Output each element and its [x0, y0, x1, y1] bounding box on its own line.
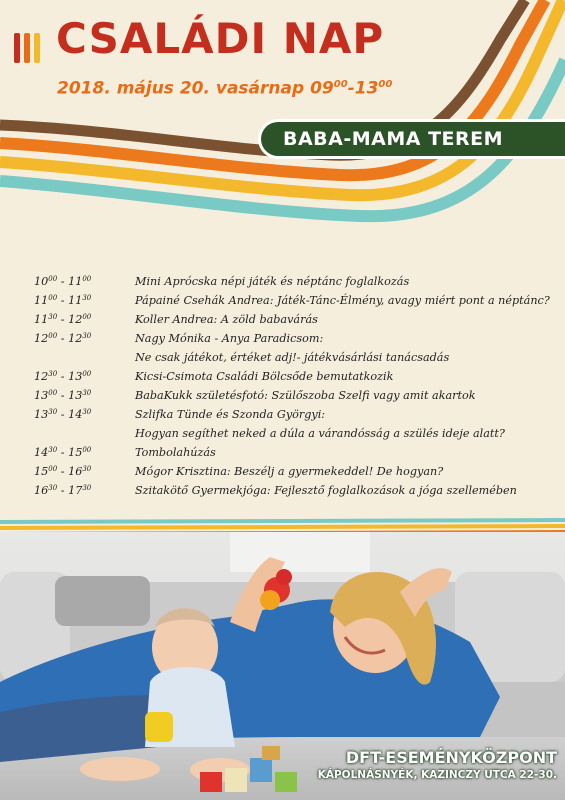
schedule-event: Koller Andrea: A zöld babavárás: [135, 313, 318, 326]
schedule-event: Kicsi-Csimota Családi Bölcsőde bemutatkozik: [135, 370, 394, 383]
schedule-time: [34, 310, 134, 329]
time-start-minutes: 00: [48, 389, 58, 397]
time-start-hour: 14: [34, 446, 49, 459]
time-end-hour: 12: [68, 332, 83, 345]
schedule-time: [34, 272, 134, 291]
schedule-row: [34, 424, 554, 443]
schedule-row: [34, 462, 554, 481]
time-start-hour: 13: [34, 389, 49, 402]
time-separator: -: [57, 275, 69, 288]
schedule-row: [34, 386, 554, 405]
time-separator: -: [57, 465, 69, 478]
time-start-minutes: 30: [48, 370, 58, 378]
event-date-time: [57, 74, 392, 100]
schedule-time: [34, 462, 134, 481]
footer: [318, 748, 557, 782]
schedule-time: [34, 329, 134, 348]
time-start-minutes: 00: [48, 275, 58, 283]
time-separator: -: [57, 484, 69, 497]
time-end-hour: 16: [68, 465, 83, 478]
event-time-start-minutes: 00: [333, 79, 348, 90]
time-start-hour: 16: [34, 484, 49, 497]
time-end-minutes: 00: [82, 370, 92, 378]
event-time-separator: -: [347, 78, 355, 99]
time-end-hour: 11: [68, 294, 83, 307]
time-separator: -: [57, 332, 69, 345]
schedule-event: BabaKukk születésfotó: Szülőszoba Szelfi vagy amit akartok: [135, 389, 476, 402]
schedule-row: [34, 348, 554, 367]
time-end-minutes: 30: [82, 408, 92, 416]
time-start-minutes: 30: [48, 446, 58, 454]
schedule-row: [34, 481, 554, 500]
schedule-row: [34, 272, 554, 291]
time-start-minutes: 00: [48, 332, 58, 340]
time-end-minutes: 30: [82, 484, 92, 492]
time-start-hour: 13: [34, 408, 49, 421]
event-time-end: 13: [354, 78, 379, 99]
time-end-minutes: 30: [82, 332, 92, 340]
schedule-event: Szitakötő Gyermekjóga: Fejlesztő foglalkozások a jóga szellemében: [135, 484, 517, 497]
schedule-time: [34, 481, 134, 500]
time-end-hour: 12: [68, 313, 83, 326]
schedule-time: [34, 386, 134, 405]
time-separator: -: [57, 389, 69, 402]
schedule-time: [34, 367, 134, 386]
room-badge-label: BABA-MAMA TEREM: [283, 128, 504, 150]
time-start-hour: 15: [34, 465, 49, 478]
schedule-row: [34, 367, 554, 386]
time-start-minutes: 00: [48, 294, 58, 302]
schedule-list: [34, 272, 554, 500]
time-end-hour: 17: [68, 484, 83, 497]
schedule-row: [34, 291, 554, 310]
time-start-hour: 11: [34, 294, 49, 307]
time-separator: -: [57, 408, 69, 421]
time-end-minutes: 30: [82, 465, 92, 473]
schedule-event: Ne csak játékot, értéket adj!- játékvásárlási tanácsadás: [135, 351, 450, 364]
room-badge: [258, 119, 565, 159]
schedule-time: [34, 443, 134, 462]
schedule-event: Mógor Krisztina: Beszélj a gyermekeddel! De hogyan?: [135, 465, 444, 478]
time-separator: -: [57, 313, 69, 326]
schedule-time: [34, 291, 134, 310]
title-bars-icon: [14, 31, 48, 65]
time-separator: -: [57, 294, 69, 307]
schedule-event: Mini Aprócska népi játék és néptánc foglalkozás: [135, 275, 410, 288]
schedule-event: Pápainé Csehák Andrea: Játék-Tánc-Élmény, avagy miért pont a néptánc?: [135, 294, 550, 307]
time-start-minutes: 30: [48, 484, 58, 492]
schedule-row: [34, 329, 554, 348]
schedule-row: [34, 443, 554, 462]
schedule-event: Szlifka Tünde és Szonda Györgyi:: [135, 408, 326, 421]
schedule-row: [34, 310, 554, 329]
venue-name: DFT-ESEMÉNYKÖZPONT: [345, 748, 557, 767]
schedule-event: Tombolahúzás: [135, 446, 216, 459]
time-separator: -: [57, 446, 69, 459]
time-end-hour: 13: [68, 370, 83, 383]
venue-address: KÁPOLNÁSNYÉK, KAZINCZY UTCA 22-30.: [317, 769, 557, 781]
event-time-end-minutes: 00: [378, 79, 393, 90]
event-date: 2018. május 20. vasárnap: [57, 78, 305, 99]
time-start-minutes: 30: [48, 408, 58, 416]
time-start-hour: 12: [34, 332, 49, 345]
event-time-start: 09: [310, 78, 334, 99]
time-start-minutes: 30: [48, 313, 58, 321]
time-end-hour: 13: [68, 389, 83, 402]
schedule-time: [34, 405, 134, 424]
time-start-hour: 11: [34, 313, 49, 326]
time-end-minutes: 30: [82, 389, 92, 397]
time-separator: -: [57, 370, 69, 383]
time-end-minutes: 00: [82, 446, 92, 454]
time-start-hour: 12: [34, 370, 49, 383]
time-end-hour: 15: [68, 446, 83, 459]
schedule-row: [34, 405, 554, 424]
schedule-event: Hogyan segíthet neked a dúla a várandósság a szülés ideje alatt?: [135, 427, 505, 440]
time-start-minutes: 00: [48, 465, 58, 473]
time-end-minutes: 30: [82, 294, 92, 302]
time-start-hour: 10: [34, 275, 49, 288]
time-end-hour: 14: [68, 408, 83, 421]
page-title: CSALÁDI NAP: [56, 14, 385, 63]
schedule-event: Nagy Mónika - Anya Paradicsom:: [135, 332, 324, 345]
time-end-hour: 11: [68, 275, 83, 288]
time-end-minutes: 00: [82, 313, 92, 321]
time-end-minutes: 00: [82, 275, 92, 283]
